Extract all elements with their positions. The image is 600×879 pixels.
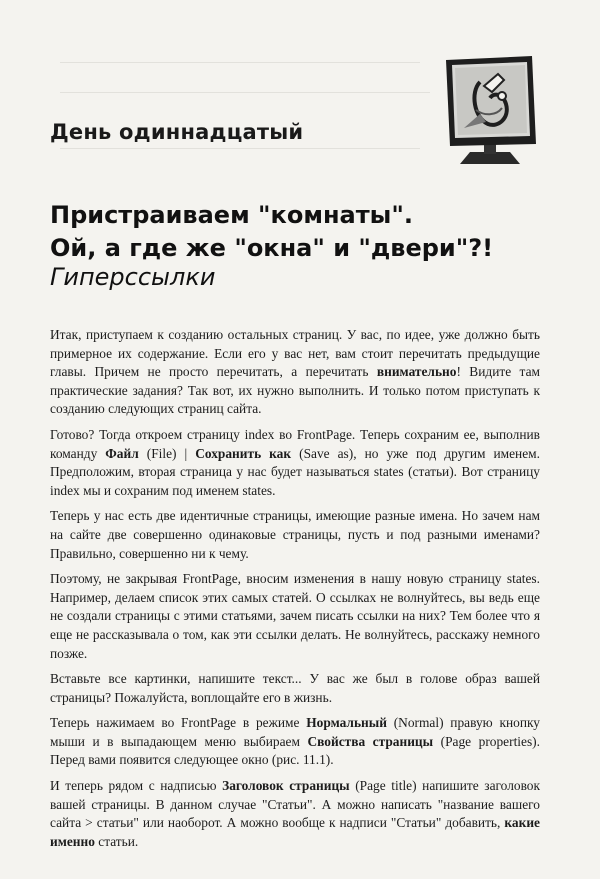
paragraph <box>50 670 540 707</box>
chapter-title-line-2: Ой, а где же "окна" и "двери"?! <box>50 234 494 262</box>
day-title: День одиннадцатый <box>50 120 304 144</box>
paragraph <box>50 326 540 419</box>
bold-term: внимательно <box>376 364 457 380</box>
text-run: Готово? Тогда откроем страницу index во FrontPage. Теперь сохраним ее, выполнив команду <box>50 426 540 461</box>
text-run: статьи. <box>94 833 139 849</box>
text-run: (Page title) напишите заголовок вашей страницы. В данном случае "Статьи". А можно написать "название вашего сайта > статьи" или наоборот. А можно вообще к надписи "Статьи" добавить, <box>50 778 541 831</box>
bleed-through-line <box>60 62 420 63</box>
text-run: Итак, приступаем к созданию остальных страниц. У вас, по идее, уже должно быть примерное их содержание. Если его у вас нет, вам стоит перечитать предыдущие главы. Причем не просто перечитать, а перечитать <box>50 327 540 380</box>
bold-term: Свойства страницы <box>307 733 434 749</box>
paragraph <box>50 777 540 851</box>
text-run: Вставьте все картинки, напишите текст... У вас же был в голове образ вашей страницы? Пожалуйста, воплощайте его в жизнь. <box>50 671 540 705</box>
text-run: (Normal) правую кнопку мыши и в выпадающем меню выбираем <box>50 715 540 749</box>
text-run: И теперь рядом с надписью <box>50 778 223 794</box>
paragraph <box>50 570 540 663</box>
bold-term: Сохранить как <box>195 445 292 461</box>
bold-term: какие именно <box>50 815 540 849</box>
text-run: Теперь у нас есть две идентичные страницы, имеющие разные имена. Но зачем нам на сайте две совершенно одинаковые страницы, пусть и под разными именами? Правильно, совершенно ни к чему. <box>50 508 540 561</box>
bleed-through-line <box>60 92 430 93</box>
text-run: Поэтому, не закрывая FrontPage, вносим изменения в нашу новую страницу states. Например, делаем список этих самых статей. О ссылках не волнуйтесь, вы ведь еще не создали страницы с этими статьями, зачем писать ссылки на них? Тем более что я еще не рассказывала о том, как эти ссылки делать. Не волнуйтесь, расскажу немного позже. <box>50 571 540 661</box>
paragraph <box>50 426 540 500</box>
bold-term: Файл <box>105 445 139 461</box>
bold-term: Заголовок страницы <box>222 778 350 794</box>
paragraph <box>50 507 540 563</box>
paragraph <box>50 714 540 770</box>
chapter-subtitle: Гиперссылки <box>50 263 216 291</box>
computer-monitor-icon <box>440 52 540 170</box>
bleed-through-line <box>60 148 420 149</box>
chapter-title-line-1: Пристраиваем "комнаты". <box>50 201 413 229</box>
text-run: (Save as), но уже под другим именем. Предположим, вторая страница у нас будет называться states (статьи). Вот страницу index мы и сохраним под именем states. <box>50 445 540 498</box>
chapter-title <box>50 199 570 265</box>
bold-term: Нормальный <box>306 715 387 731</box>
text-run: ! Видите там практические задания? Так вот, их нужно выполнить. И только потом приступать к созданию следующих страниц сайта. <box>50 364 540 417</box>
text-run: Теперь нажимаем во FrontPage в режиме <box>50 715 307 731</box>
text-run: (File) | <box>138 445 196 461</box>
body-text <box>50 326 540 858</box>
text-run: (Page properties). Перед вами появится следующее окно (рис. 11.1). <box>50 733 540 768</box>
